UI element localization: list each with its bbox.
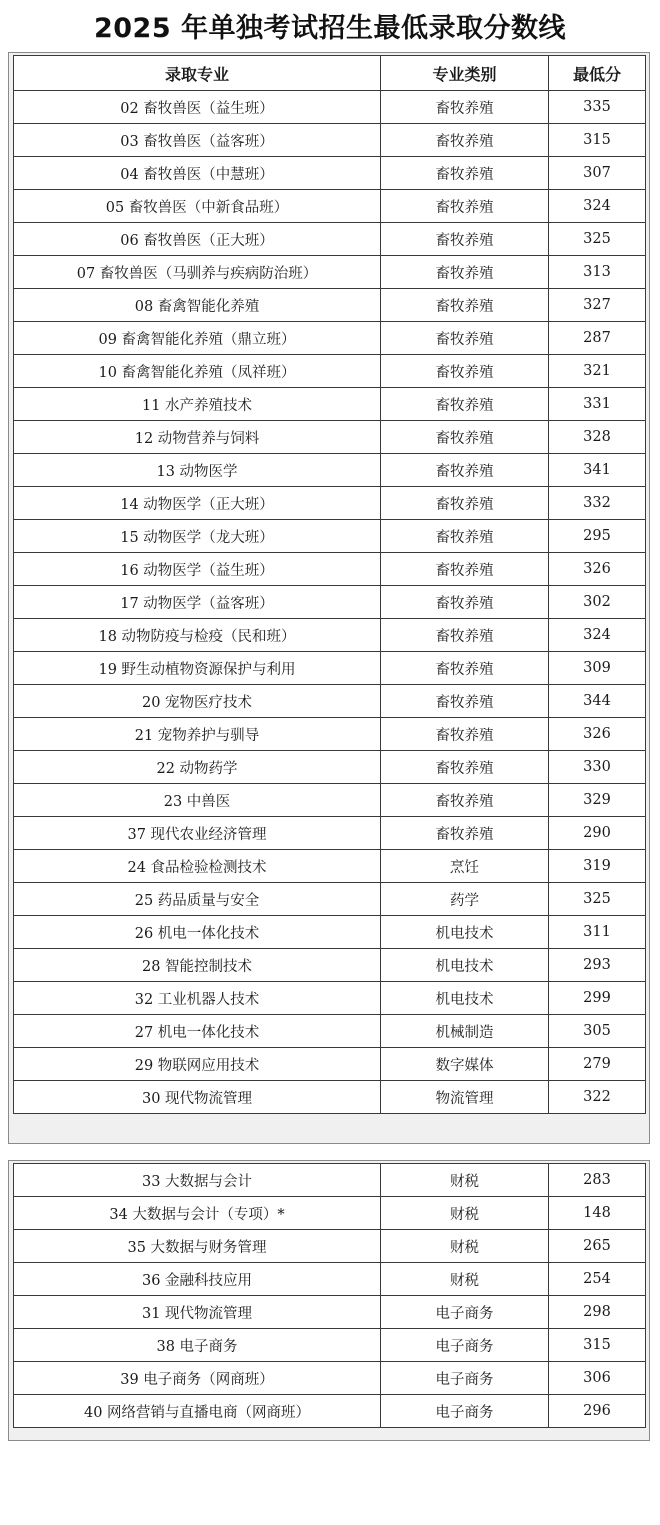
cell-category: 畜牧养殖 [381, 223, 549, 256]
cell-major: 38 电子商务 [14, 1329, 381, 1362]
cell-major: 39 电子商务（网商班） [14, 1362, 381, 1395]
cell-major: 06 畜牧兽医（正大班） [14, 223, 381, 256]
cell-major: 31 现代物流管理 [14, 1296, 381, 1329]
header-row [14, 56, 646, 91]
table-row [14, 1329, 646, 1362]
cell-major: 30 现代物流管理 [14, 1081, 381, 1114]
cell-min-score: 254 [549, 1263, 646, 1296]
cell-min-score: 328 [549, 421, 646, 454]
cell-category: 畜牧养殖 [381, 388, 549, 421]
cell-min-score: 324 [549, 190, 646, 223]
table-row [14, 619, 646, 652]
table-row [14, 586, 646, 619]
table-row [14, 454, 646, 487]
table-row [14, 256, 646, 289]
cell-major: 36 金融科技应用 [14, 1263, 381, 1296]
cell-major: 02 畜牧兽医（益生班） [14, 91, 381, 124]
cell-major: 18 动物防疫与检疫（民和班） [14, 619, 381, 652]
cell-min-score: 305 [549, 1015, 646, 1048]
cell-min-score: 326 [549, 553, 646, 586]
cell-min-score: 283 [549, 1164, 646, 1197]
cell-major: 14 动物医学（正大班） [14, 487, 381, 520]
cell-min-score: 327 [549, 289, 646, 322]
cell-min-score: 341 [549, 454, 646, 487]
cell-min-score: 313 [549, 256, 646, 289]
table-row [14, 1197, 646, 1230]
table-row [14, 718, 646, 751]
page-title: 2025 年单独考试招生最低录取分数线 [93, 12, 567, 44]
score-table-main [13, 55, 646, 1114]
cell-min-score: 307 [549, 157, 646, 190]
cell-major: 32 工业机器人技术 [14, 982, 381, 1015]
cell-major: 24 食品检验检测技术 [14, 850, 381, 883]
cell-min-score: 329 [549, 784, 646, 817]
table-row [14, 652, 646, 685]
cell-min-score: 265 [549, 1230, 646, 1263]
cell-category: 畜牧养殖 [381, 685, 549, 718]
cell-category: 药学 [381, 883, 549, 916]
cell-category: 畜牧养殖 [381, 256, 549, 289]
cell-major: 05 畜牧兽医（中新食品班） [14, 190, 381, 223]
page-bottom-margin [0, 1455, 660, 1525]
cell-category: 数字媒体 [381, 1048, 549, 1081]
table-row [14, 553, 646, 586]
cell-category: 畜牧养殖 [381, 520, 549, 553]
cell-major: 34 大数据与会计（专项）* [14, 1197, 381, 1230]
table-row [14, 685, 646, 718]
cell-category: 畜牧养殖 [381, 784, 549, 817]
cell-min-score: 299 [549, 982, 646, 1015]
table-row [14, 223, 646, 256]
table-row [14, 949, 646, 982]
cell-min-score: 330 [549, 751, 646, 784]
header-category: 专业类别 [381, 56, 549, 91]
cell-major: 21 宠物养护与驯导 [14, 718, 381, 751]
cell-category: 畜牧养殖 [381, 355, 549, 388]
table-row [14, 190, 646, 223]
table-row [14, 355, 646, 388]
cell-major: 40 网络营销与直播电商（网商班） [14, 1395, 381, 1428]
table-row [14, 1230, 646, 1263]
cell-major: 16 动物医学（益生班） [14, 553, 381, 586]
cell-category: 畜牧养殖 [381, 124, 549, 157]
cell-category: 电子商务 [381, 1395, 549, 1428]
cell-min-score: 332 [549, 487, 646, 520]
cell-category: 畜牧养殖 [381, 718, 549, 751]
cell-category: 机电技术 [381, 982, 549, 1015]
cell-category: 电子商务 [381, 1296, 549, 1329]
cell-min-score: 321 [549, 355, 646, 388]
table-row [14, 916, 646, 949]
cell-category: 畜牧养殖 [381, 91, 549, 124]
cell-category: 畜牧养殖 [381, 454, 549, 487]
cell-category: 畜牧养殖 [381, 586, 549, 619]
cell-min-score: 309 [549, 652, 646, 685]
cell-category: 物流管理 [381, 1081, 549, 1114]
table-row [14, 1048, 646, 1081]
cell-category: 机电技术 [381, 949, 549, 982]
cell-category: 机械制造 [381, 1015, 549, 1048]
cell-category: 财税 [381, 1164, 549, 1197]
cell-major: 26 机电一体化技术 [14, 916, 381, 949]
table-row [14, 124, 646, 157]
cell-min-score: 287 [549, 322, 646, 355]
cell-category: 电子商务 [381, 1329, 549, 1362]
cell-min-score: 315 [549, 124, 646, 157]
cell-min-score: 319 [549, 850, 646, 883]
cell-major: 28 智能控制技术 [14, 949, 381, 982]
cell-min-score: 325 [549, 223, 646, 256]
cell-major: 33 大数据与会计 [14, 1164, 381, 1197]
table-row [14, 1362, 646, 1395]
table-frame-main [8, 52, 650, 1144]
table-row [14, 421, 646, 454]
score-table-secondary [13, 1163, 646, 1428]
cell-min-score: 324 [549, 619, 646, 652]
table-frame-secondary [8, 1160, 650, 1441]
table-row [14, 1263, 646, 1296]
cell-min-score: 335 [549, 91, 646, 124]
cell-major: 15 动物医学（龙大班） [14, 520, 381, 553]
cell-major: 03 畜牧兽医（益客班） [14, 124, 381, 157]
cell-major: 09 畜禽智能化养殖（鼎立班） [14, 322, 381, 355]
cell-major: 17 动物医学（益客班） [14, 586, 381, 619]
table-row [14, 91, 646, 124]
cell-min-score: 344 [549, 685, 646, 718]
cell-major: 25 药品质量与安全 [14, 883, 381, 916]
cell-category: 畜牧养殖 [381, 553, 549, 586]
cell-major: 27 机电一体化技术 [14, 1015, 381, 1048]
table-row [14, 388, 646, 421]
cell-major: 22 动物药学 [14, 751, 381, 784]
table-row [14, 289, 646, 322]
table-row [14, 883, 646, 916]
cell-major: 04 畜牧兽医（中慧班） [14, 157, 381, 190]
cell-major: 29 物联网应用技术 [14, 1048, 381, 1081]
table-row [14, 322, 646, 355]
cell-category: 畜牧养殖 [381, 487, 549, 520]
header-major: 录取专业 [14, 56, 381, 91]
table-row [14, 1164, 646, 1197]
cell-min-score: 298 [549, 1296, 646, 1329]
cell-major: 35 大数据与财务管理 [14, 1230, 381, 1263]
cell-major: 23 中兽医 [14, 784, 381, 817]
cell-min-score: 293 [549, 949, 646, 982]
cell-major: 19 野生动植物资源保护与利用 [14, 652, 381, 685]
cell-category: 烹饪 [381, 850, 549, 883]
cell-min-score: 302 [549, 586, 646, 619]
cell-min-score: 331 [549, 388, 646, 421]
cell-major: 13 动物医学 [14, 454, 381, 487]
table-row [14, 1015, 646, 1048]
cell-min-score: 306 [549, 1362, 646, 1395]
cell-min-score: 325 [549, 883, 646, 916]
table-row [14, 751, 646, 784]
cell-category: 畜牧养殖 [381, 421, 549, 454]
cell-min-score: 148 [549, 1197, 646, 1230]
cell-major: 10 畜禽智能化养殖（凤祥班） [14, 355, 381, 388]
cell-major: 08 畜禽智能化养殖 [14, 289, 381, 322]
cell-category: 电子商务 [381, 1362, 549, 1395]
cell-major: 37 现代农业经济管理 [14, 817, 381, 850]
table-row [14, 784, 646, 817]
cell-category: 畜牧养殖 [381, 190, 549, 223]
cell-major: 20 宠物医疗技术 [14, 685, 381, 718]
cell-min-score: 315 [549, 1329, 646, 1362]
cell-min-score: 326 [549, 718, 646, 751]
cell-min-score: 279 [549, 1048, 646, 1081]
table-row [14, 520, 646, 553]
cell-min-score: 296 [549, 1395, 646, 1428]
cell-category: 畜牧养殖 [381, 751, 549, 784]
table-row [14, 1081, 646, 1114]
cell-category: 畜牧养殖 [381, 322, 549, 355]
cell-category: 畜牧养殖 [381, 619, 549, 652]
table-row [14, 1395, 646, 1428]
table-row [14, 850, 646, 883]
cell-major: 07 畜牧兽医（马驯养与疾病防治班） [14, 256, 381, 289]
cell-major: 12 动物营养与饲料 [14, 421, 381, 454]
cell-category: 畜牧养殖 [381, 652, 549, 685]
cell-category: 财税 [381, 1263, 549, 1296]
table-row [14, 487, 646, 520]
table-row [14, 1296, 646, 1329]
cell-category: 畜牧养殖 [381, 817, 549, 850]
table-row [14, 817, 646, 850]
cell-min-score: 311 [549, 916, 646, 949]
table-row [14, 157, 646, 190]
cell-category: 机电技术 [381, 916, 549, 949]
cell-min-score: 295 [549, 520, 646, 553]
cell-major: 11 水产养殖技术 [14, 388, 381, 421]
cell-min-score: 290 [549, 817, 646, 850]
cell-category: 畜牧养殖 [381, 289, 549, 322]
cell-min-score: 322 [549, 1081, 646, 1114]
table-row [14, 982, 646, 1015]
header-min-score: 最低分 [549, 56, 646, 91]
cell-category: 财税 [381, 1230, 549, 1263]
cell-category: 财税 [381, 1197, 549, 1230]
cell-category: 畜牧养殖 [381, 157, 549, 190]
